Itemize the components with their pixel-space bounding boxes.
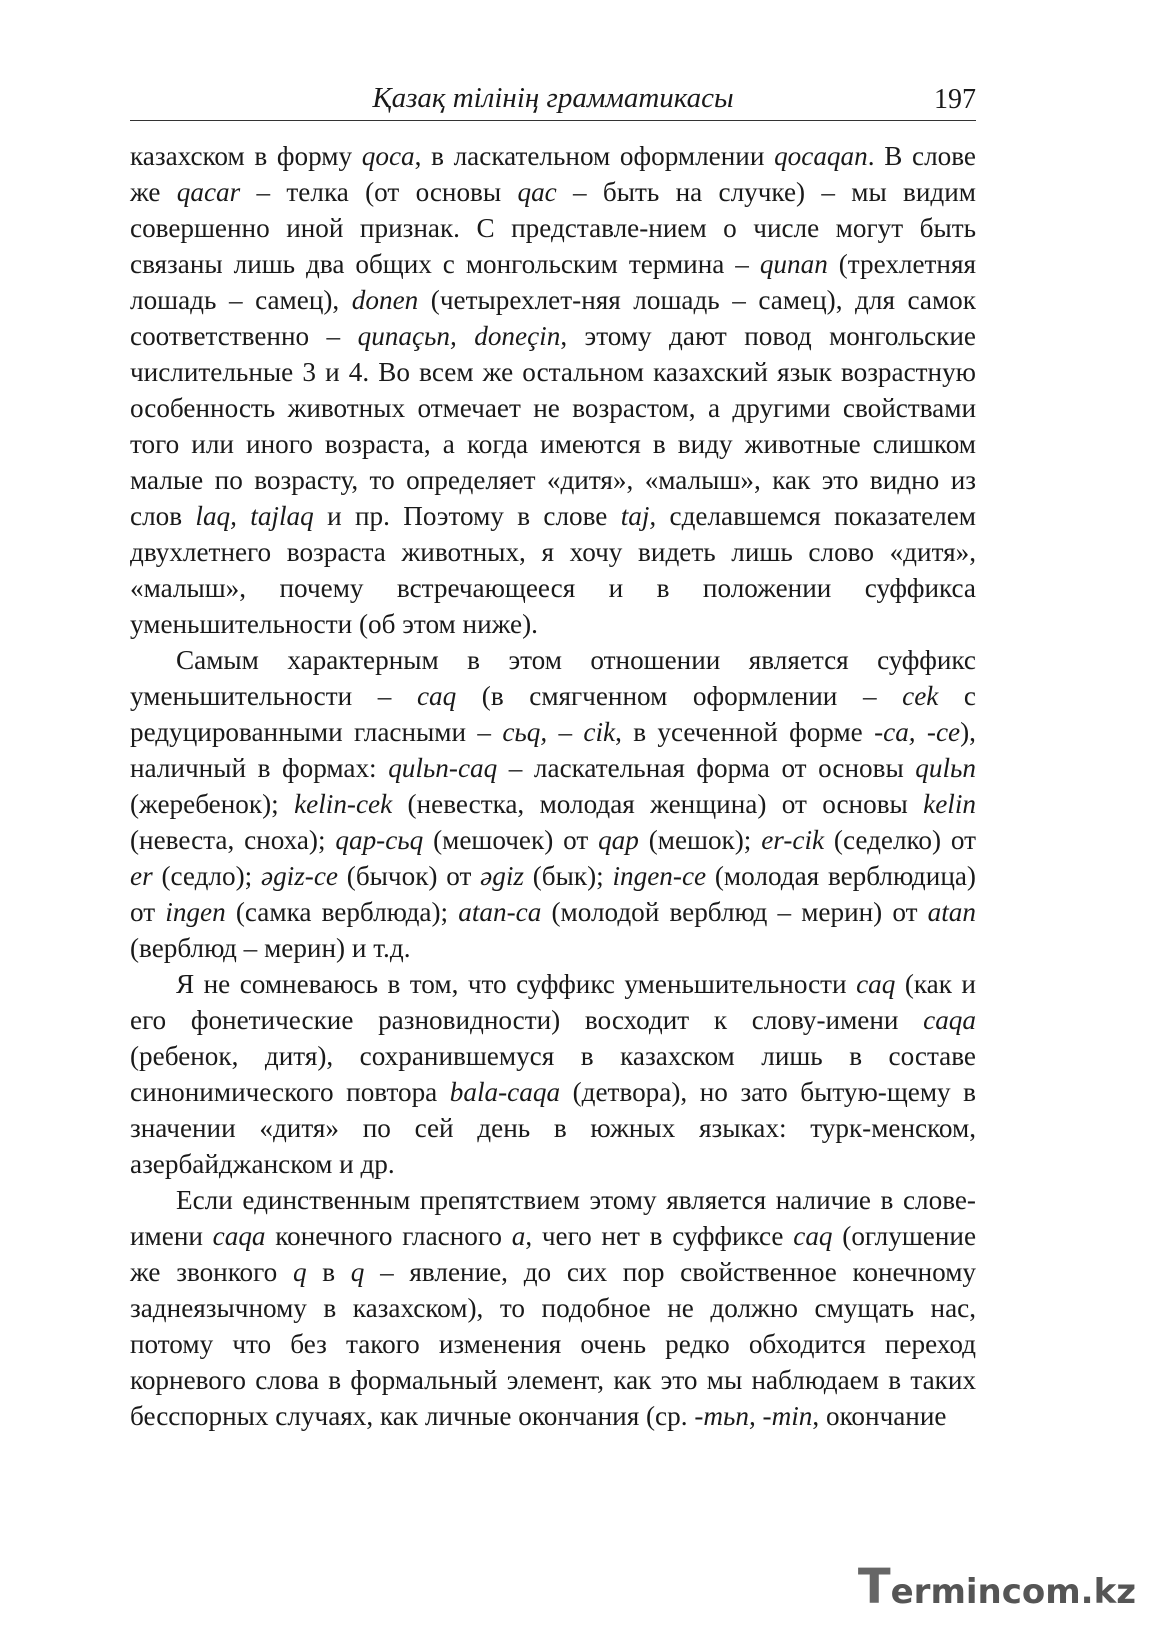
- text-run: – ласкательная форма от основы: [497, 753, 916, 783]
- italic-term: caqa: [923, 1005, 976, 1035]
- text-run: (детвора), но зато бытую-щему в значении «дитя» по сей день в южных языках: турк-менском, азербайджанском и др.: [130, 1077, 977, 1179]
- page-number: 197: [934, 84, 976, 115]
- paragraph: [130, 138, 976, 642]
- text-run: (в смягченном оформлении –: [456, 681, 903, 711]
- text-run: казахском в форму: [130, 141, 362, 171]
- italic-term: a: [511, 1221, 526, 1251]
- italic-term: qulьn-caq: [388, 753, 498, 783]
- italic-term: qacar: [176, 177, 241, 207]
- watermark-first-letter: T: [857, 1559, 891, 1615]
- text-run: , чего нет в суффиксе: [525, 1221, 794, 1251]
- italic-term: atan: [927, 897, 976, 927]
- header-title: Қазақ тілінің грамматикасы: [372, 82, 734, 114]
- text-run: и пр. Поэтому в слове: [313, 501, 621, 531]
- text-run: , в ласкательном оформлении: [414, 141, 775, 171]
- text-run: (мешок);: [638, 825, 762, 855]
- text-run: (бычок) от: [337, 861, 481, 891]
- italic-term: qap-cьq: [335, 825, 424, 855]
- text-run: – телка (от основы: [240, 177, 518, 207]
- watermark-rest: ermincom.kz: [890, 1572, 1136, 1612]
- text-run: . В слове же: [130, 141, 976, 207]
- italic-term: caq: [793, 1221, 833, 1251]
- italic-term: bala-caqa: [449, 1077, 561, 1107]
- text-run: , в усеченной форме: [615, 717, 875, 747]
- text-run: (невеста, сноха);: [130, 825, 336, 855]
- italic-term: qulьn: [915, 753, 976, 783]
- italic-term: cek: [902, 681, 939, 711]
- italic-term: qap: [598, 825, 639, 855]
- italic-term: ingen: [165, 897, 226, 927]
- italic-term: -mьn, -min: [694, 1401, 813, 1431]
- italic-term: qac: [517, 177, 557, 207]
- text-run: (жеребенок);: [130, 789, 295, 819]
- text-run: , окончание: [812, 1401, 947, 1431]
- watermark-logo: [858, 1559, 1136, 1615]
- paragraph: [130, 1182, 976, 1434]
- italic-term: əgiz: [480, 861, 524, 891]
- italic-term: qocaqan: [774, 141, 868, 171]
- text-run: в: [306, 1257, 351, 1287]
- italic-term: ingen-ce: [612, 861, 707, 891]
- italic-term: caqa: [212, 1221, 266, 1251]
- running-header: [130, 80, 976, 121]
- italic-term: er-cik: [761, 825, 825, 855]
- text-run: (ребенок, дитя), сохранившемуся в казахском лишь в составе синонимического повтора: [130, 1041, 976, 1107]
- text-run: – быть на случке) – мы видим совершенно иной признак. С представле-нием о числе могут быть связаны лишь два общих с монгольским термина –: [130, 177, 977, 279]
- text-run: (трехлетняя лошадь – самец),: [130, 249, 976, 315]
- text-run: ), наличный в формах:: [130, 717, 976, 783]
- text-run: (невестка, молодая женщина) от основы: [392, 789, 924, 819]
- text-run: (верблюд – мерин) и т.д.: [130, 933, 411, 963]
- text-run: (как и его фонетические разновидности) восходит к слову-имени: [130, 969, 976, 1035]
- italic-term: -ca, -ce: [874, 717, 961, 747]
- italic-term: q: [292, 1257, 307, 1287]
- text-run: конечного гласного: [265, 1221, 512, 1251]
- text-run: (молодая верблюдица) от: [130, 861, 976, 927]
- italic-term: kelin: [923, 789, 976, 819]
- paragraph: [130, 642, 976, 966]
- text-run: , этому дают повод монгольские числительные 3 и 4. Во всем же остальном казахский язык возрастную особенность животных отмечает не возрастом, а другими свойствами того или иного возраста, а когда имеются в виду животные слишком малые по возрасту, то определяет «дитя», «малыш», как это видно из слов: [130, 321, 977, 531]
- text-run: (мешочек) от: [423, 825, 599, 855]
- italic-term: laq, tajlaq: [195, 501, 314, 531]
- paragraph: [130, 966, 976, 1182]
- italic-term: donen: [351, 285, 419, 315]
- text-run: сделавшемся показателем двухлетнего возраста животных, я хочу видеть лишь слово «дитя», «малыш», почему встречающееся и в положении суффикса уменьшительности (об этом ниже).: [130, 501, 976, 639]
- italic-term: taj,: [620, 501, 657, 531]
- italic-term: caq: [416, 681, 457, 711]
- italic-term: kelin-cek: [294, 789, 393, 819]
- text-run: (четырехлет-няя лошадь – самец), для самок соответственно –: [130, 285, 976, 351]
- italic-term: caq: [856, 969, 896, 999]
- text-run: Самым характерным в этом отношении является суффикс уменьшительности –: [130, 645, 976, 711]
- italic-term: qunan: [759, 249, 828, 279]
- text-run: (самка верблюда);: [225, 897, 459, 927]
- text-run: Я не сомневаюсь в том, что суффикс уменьшительности: [176, 969, 857, 999]
- text-run: (оглушение же звонкого: [130, 1221, 977, 1287]
- italic-term: atan-ca: [458, 897, 542, 927]
- text-run: (бык);: [523, 861, 613, 891]
- text-run: – явление, до сих пор свойственное конечному заднеязычному в казахском), то подобное не должно смущать нас, потому что без такого изменения очень редко обходится переход корневого слова в формальный элемент, как это мы наблюдаем в таких бесспорных случаях, как личные окончания (ср.: [130, 1257, 976, 1431]
- italic-term: qoca: [361, 141, 415, 171]
- italic-term: er: [130, 861, 153, 891]
- italic-term: cьq, – cik: [502, 717, 616, 747]
- text-run: с редуцированными гласными –: [130, 681, 976, 747]
- text-run: (седло);: [152, 861, 261, 891]
- text-run: (седелко) от: [824, 825, 976, 855]
- text-run: (молодой верблюд – мерин) от: [541, 897, 928, 927]
- body-text: [130, 138, 976, 1434]
- text-run: Если единственным препятствием этому является наличие в слове-имени: [130, 1185, 976, 1251]
- italic-term: əgiz-ce: [261, 861, 338, 891]
- italic-term: qunaçьn, doneçin: [357, 321, 561, 351]
- italic-term: q: [350, 1257, 365, 1287]
